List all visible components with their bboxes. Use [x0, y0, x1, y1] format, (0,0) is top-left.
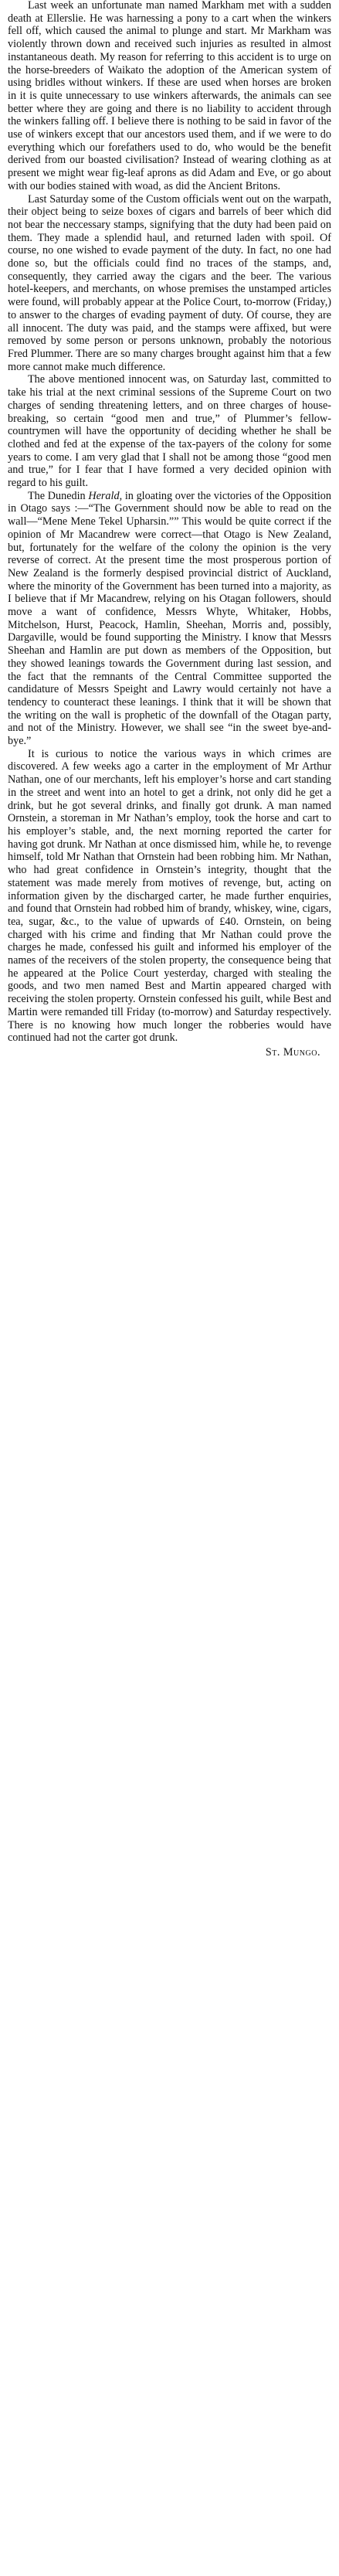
paragraph-dunedin-herald-body: , in gloating over the victories of the Opposition in Otago says :—“The Government should now be able to read on the wall—“Mene Mene Tekel Upharsin.”” This would be quite correct if the opinion of Mr Macandrew were correct—that Otago is New Zealand, but, fortunately for the welfare of the colony the opinion is the very reverse of correct. At the present time the most prosperous portion of New Zealand is the formerly despised provincial district of Auckland, where the minority of the Government has been turned into a majority, as I believe that if Mr Macandrew, relying on his Otagan followers, should move a want of confidence, Messrs Whyte, Whitaker, Hobbs, Mitchelson, Hurst, Peacock, Hamlin, Sheehan, Morris and, possibly, Dargaville, would be found supporting the Ministry. I know that Messrs Sheehan and Hamlin are put down as members of the Opposition, but they showed leanings towards the Government during last session, and the fact that the remnants of the Central Committee supported the candidature of Messrs Speight and Lawry would certainly not have a tendency to counteract these leanings. I think that it will be shown that the writing on the wall is prophetic of the downfall of the Otagan party, and not of the Ministry. However, we shall see “in the sweet bye-and-bye.” [8, 489, 331, 748]
paragraph-dunedin-herald-lead: The Dunedin [28, 489, 89, 502]
newspaper-name-herald: Herald [88, 489, 120, 502]
paragraph-plummer-trial: The above mentioned innocent was, on Saturday last, committed to take his trial at the next criminal sessions of the Supreme Court on two charges of sending threatening letters, and on three charges of house-breaking, so certain “good men and true,” of Plummer’s fellow-countrymen will have the opportunity of deciding whether he shall be clothed and fed at the expense of the tax-payers of the colony for some years to come. I am very glad that I shall not be among those “good men and true,” for I fear that I have formed a very decided opinion with regard to his guilt. [8, 373, 331, 490]
paragraph-markham-accident: Last week an unfortunate man named Markham met with a sudden death at Ellerslie. He was harnessing a pony to a cart when the winkers fell off, which caused the animal to plunge and start. Mr Markham was violently thrown down and received such injuries as resulted in almost instantaneous death. My reason for referring to this accident is to urge on the horse-breeders of Waikato the adoption of the American system of using bridles without winkers. If these are used when horses are broken in it is quite unnecessary to use winkers afterwards, the animals can see better where they are going and there is no liability to accident through the winkers falling off. I believe there is nothing to be said in favor of the use of winkers except that our ancestors used them, and if we were to do everything which our forefathers used to do, who would be the benefit derived from our boasted civilisation? Instead of wearing clothing as at present we might wear fig-leaf aprons as did Adam and Eve, or go about with our bodies stained with woad, as did the Ancient Britons. [8, 0, 331, 192]
paragraph-dunedin-herald [8, 490, 331, 748]
author-signature: St. Mungo. [265, 1045, 320, 1059]
paragraph-ornstein-theft: It is curious to notice the various ways in which crimes are discovered. A few weeks ago a carter in the employment of Mr Arthur Nathan, one of our merchants, left his employer’s horse and cart standing in the street and went into an hotel to get a drink, not only did he get a drink, but he got several drinks, and finally got drunk. A man named Ornstein, a storeman in Mr Nathan’s employ, took the horse and cart to his employer’s stable, and, the next morning reported the carter for having got drunk. Mr Nathan at once dismissed him, while he, to revenge himself, told Mr Nathan that Ornstein had been robbing him. Mr Nathan, who had great confidence in Ornstein’s integrity, thought that the statement was made merely from motives of revenge, but, acting on information given by the discharged carter, he made further enquiries, and found that Ornstein had robbed him of brandy, whiskey, wine, cigars, tea, sugar, &c., to the value of upwards of £40. Ornstein, on being charged with his crime and finding that Mr Nathan could prove the charges he made, confessed his guilt and informed his employer of the names of the receivers of the stolen property, the consequence being that he appeared at the Police Court yesterday, charged with stealing the goods, and two men named Best and Martin appeared charged with receiving the stolen property. Ornstein confessed his guilt, while Best and Martin were remanded till Friday (to-morrow) and Saturday respectively. There is no knowing how much longer the robberies would have continued had not the carter got drunk. [8, 747, 331, 1045]
paragraph-custom-officials: Last Saturday some of the Custom officials went out on the warpath, their object being to seize boxes of cigars and barrels of beer which did not bear the neccessary stamps, signifying that the duty had been paid on them. They made a splendid haul, and returned laden with spoil. Of course, no one wished to evade payment of the duty. In fact, no one had done so, but the officials could find no traces of the stamps, and, consequently, they carried away the cigars and the beer. The various hotel-keepers, and merchants, on whose premises the unstamped articles were found, will probably appear at the Police Court, to-morrow (Friday,) to answer to the charges of evading payment of duty. Of course, they are all innocent. The duty was paid, and the stamps were affixed, but were removed by some person or persons unknown, probably the notorious Fred Plummer. There are so many charges brought against him that a few more cannot make much difference. [8, 192, 331, 373]
